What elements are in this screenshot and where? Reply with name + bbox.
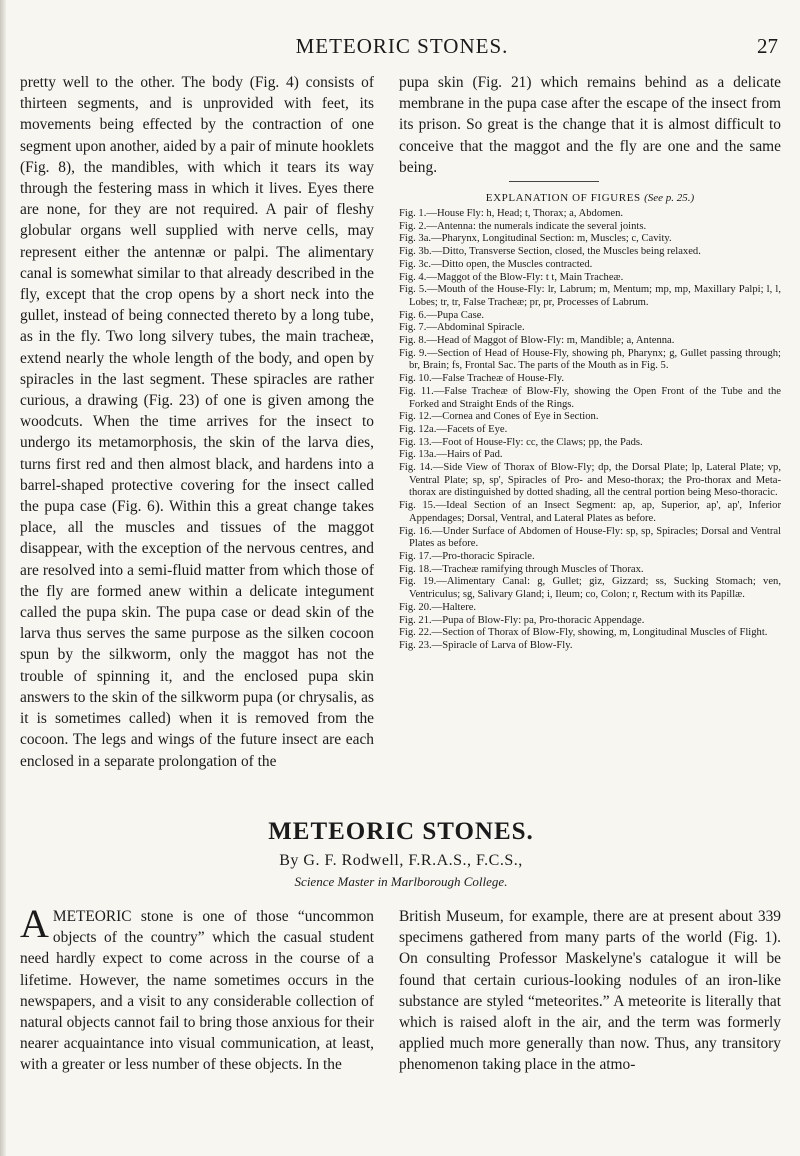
- page-header: [20, 28, 784, 64]
- figure-caption: Fig. 18.—Tracheæ ramifying through Muscles of Thorax.: [399, 563, 644, 575]
- continued-paragraph-right: pupa skin (Fig. 21) which remains behind as a delicate membrane in the pupa case after the escape of the insect from its prison. So great is the change that it is almost difficult to conceive that the maggot and the fly are one and the same being.: [399, 74, 781, 176]
- article-affiliation: Science Master in Marlborough College.: [294, 874, 508, 889]
- figure-caption: Fig. 4.—Maggot of the Blow-Fly: t t, Main Tracheæ.: [399, 271, 624, 283]
- figure-caption: Fig. 22.—Section of Thorax of Blow-Fly, showing, m, Longitudinal Muscles of Flight.: [399, 627, 768, 639]
- figure-caption: Fig. 21.—Pupa of Blow-Fly: pa, Pro-thoracic Appendage.: [399, 614, 645, 626]
- figure-caption: Fig. 14.—Side View of Thorax of Blow-Fly; dp, the Dorsal Plate; lp, Lateral Plate; vp, Ventral Plate; sp, sp', Spiracles of Pro- and Meso-thorax; the Pro-thorax and Meta-thorax are distinguished by dotted shading, all the central portion being Meso-thoracic.: [399, 462, 781, 499]
- figure-caption: Fig. 23.—Spiracle of Larva of Blow-Fly.: [399, 639, 573, 651]
- article-right-column: [399, 906, 781, 1076]
- figure-caption: Fig. 19.—Alimentary Canal: g, Gullet; giz, Gizzard; ss, Sucking Stomach; ven, Ventriculus; sg, Salivary Gland; i, Ileum; co, Colon; r, Rectum with its Papillæ.: [399, 576, 781, 601]
- explanation-heading: [399, 192, 781, 204]
- article-byline: By G. F. Rodwell, F.R.A.S., F.C.S.,: [279, 852, 523, 869]
- figure-caption: Fig. 5.—Mouth of the House-Fly: lr, Labrum; m, Mentum; mp, mp, Maxillary Palpi; l, l, Lobes; tr, tr, False Tracheæ; pr, pr, Processes of Labrum.: [399, 284, 781, 308]
- right-column: [399, 72, 781, 653]
- figure-captions-list: [399, 208, 781, 653]
- page-number: 27: [757, 34, 778, 58]
- figure-caption: Fig. 7.—Abdominal Spiracle.: [399, 322, 525, 334]
- figure-caption: Fig. 11.—False Tracheæ of Blow-Fly, showing the Open Front of the Tube and the Forked and Straight Ends of the Rings.: [399, 385, 781, 410]
- article-text-right: British Museum, for example, there are at present about 339 specimens gathered from many parts of the world (Fig. 1). On consulting Professor Maskelyne's catalogue it will be found that certain curious-looking nodules of an iron-like substance are styled “meteorites.” A meteorite is literally that which is raised aloft in the air, and the term was formerly applied much more generally than now. Thus, any transitory phenomenon taking place in the atmo-: [399, 908, 781, 1074]
- figure-caption: Fig. 8.—Head of Maggot of Blow-Fly: m, Mandible; a, Antenna.: [399, 335, 675, 347]
- article-left-column: [20, 901, 374, 1076]
- figure-caption: Fig. 9.—Section of Head of House-Fly, showing ph, Pharynx; g, Gullet passing through; br, Brain; fs, Frontal Sac. The parts of the Mouth as in Fig. 5.: [399, 347, 781, 372]
- figure-caption: Fig. 3c.—Ditto open, the Muscles contracted.: [399, 258, 593, 270]
- figure-caption: Fig. 3b.—Ditto, Transverse Section, closed, the Muscles being relaxed.: [399, 246, 701, 258]
- left-column: [20, 72, 374, 772]
- figure-caption: Fig. 13a.—Hairs of Pad.: [399, 449, 503, 461]
- figure-caption: Fig. 1.—House Fly: h, Head; t, Thorax; a, Abdomen.: [399, 208, 624, 220]
- section-divider: [509, 181, 599, 182]
- figure-caption: Fig. 6.—Pupa Case.: [399, 309, 485, 321]
- figure-caption: Fig. 2.—Antenna: the numerals indicate the several joints.: [399, 220, 647, 232]
- figure-caption: Fig. 12.—Cornea and Cones of Eye in Section.: [399, 411, 599, 423]
- figure-caption: Fig. 16.—Under Surface of Abdomen of House-Fly: sp, sp, Spiracles; Dorsal and Ventral Plates as before.: [399, 525, 781, 550]
- continued-paragraph-left: pretty well to the other. The body (Fig. 4) consists of thirteen segments, and is unprovided with feet, its movements being effected by the contraction of one segment upon another, aided by a pair of minute hooklets (Fig. 8), the mandibles, with which it tears its way through the festering mass in which it lives. Eyes there are none, for they are not required. A pair of fleshy globular organs well supplied with nerve cells, may represent either the antennæ or palpi. The alimentary canal is somewhat similar to that already described in the fly, except that the crop opens by a short neck into the gullet, instead of being connected thereto by a long tube, as in the fly. Two long silvery tubes, the main tracheæ, extend nearly the whole length of the body, and open by spiracles in the last segment. These spiracles are rather curious, a drawing (Fig. 23) of one is given among the woodcuts. When the time arrives for the insect to undergo its metamorphosis, the skin of the larva dies, turns first red and then almost black, and hardens into a barrel-shaped protective covering for the insect called the pupa case (Fig. 6). Within this a great change takes place, all the muscles and tissues of the maggot disappear, with the exception of the nervous centres, and are resolved into a semi-fluid matter from which those of the fly are formed anew within a delicate integument called the pupa skin. The pupa case or dead skin of the larva thus serves the same purpose as the silken cocoon spun by the silkworm, only the maggot has not the trouble of spinning it, and the enclosed pupa skin answers to the skin of the silkworm pupa (or chrysalis, as it is sometimes called) when it is removed from the cocoon. The legs and wings of the future insect are each enclosed in a separate prolongation of the: [20, 74, 374, 770]
- figure-caption: Fig. 15.—Ideal Section of an Insect Segment: ap, ap, Superior, ap', ap', Inferior Appendages; Dorsal, Ventral, and Lateral Plates as before.: [399, 500, 781, 524]
- page-edge-shadow: [0, 0, 6, 1156]
- figure-caption: Fig. 17.—Pro-thoracic Spiracle.: [399, 551, 535, 562]
- figure-caption: Fig. 10.—False Tracheæ of House-Fly.: [399, 373, 564, 385]
- running-head: METEORIC STONES.: [295, 34, 509, 58]
- explanation-title: EXPLANATION OF FIGURES: [485, 192, 641, 205]
- article-header: [20, 818, 782, 890]
- figure-caption: Fig. 13.—Foot of House-Fly: cc, the Claws; pp, the Pads.: [399, 436, 643, 448]
- explanation-see-ref: (See p. 25.): [644, 192, 695, 205]
- drop-cap: A: [20, 901, 49, 946]
- article-title: METEORIC STONES.: [268, 818, 534, 845]
- figure-caption: Fig. 3a.—Pharynx, Longitudinal Section: m, Muscles; c, Cavity.: [399, 233, 672, 245]
- figure-caption: Fig. 20.—Haltere.: [399, 601, 477, 613]
- article-text-left: METEORIC stone is one of those “uncommon objects of the country” which the casual student need hardly expect to come across in the course of a lifetime. However, the name sometimes occurs in the newspapers, and a visit to any considerable collection of natural objects cannot fail to bring those anxious for their nearer acquaintance into visual communication, at least, with a greater or less number of these objects. In the: [20, 908, 374, 1074]
- figure-caption: Fig. 12a.—Facets of Eye.: [399, 423, 508, 435]
